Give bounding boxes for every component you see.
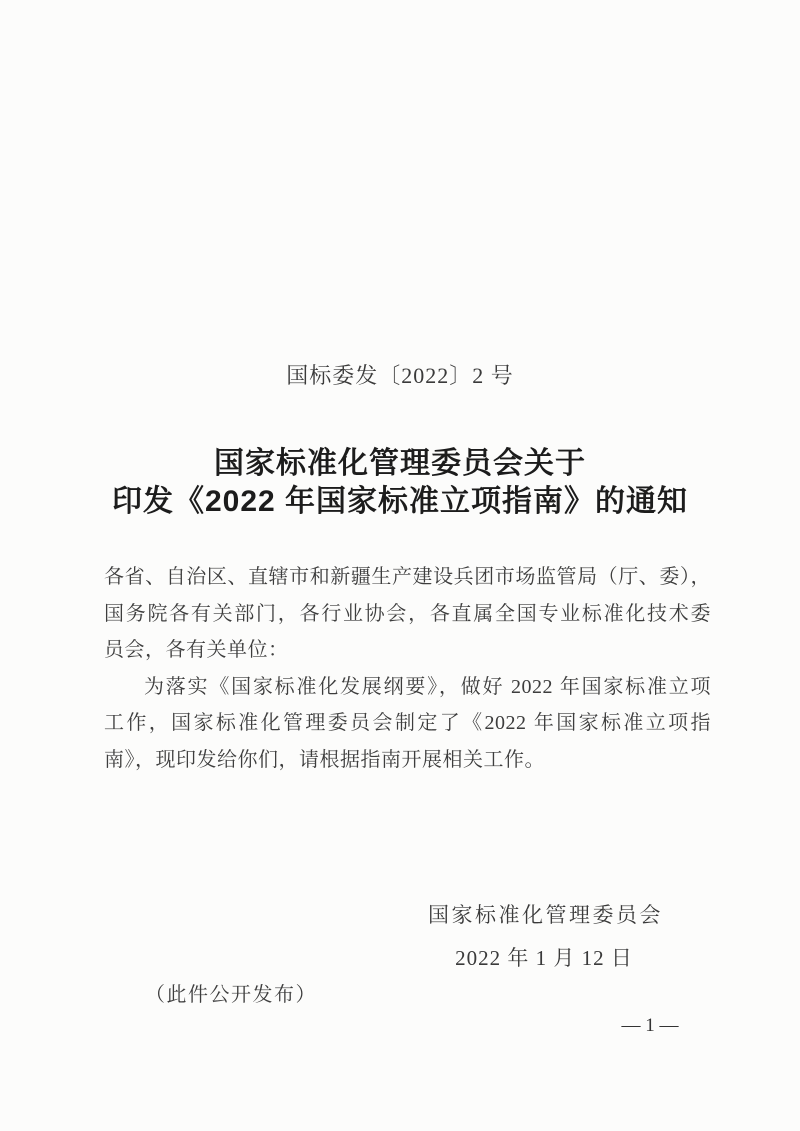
- page-number: — 1 —: [621, 1015, 679, 1036]
- title-line-1: 国家标准化管理委员会关于: [214, 447, 586, 480]
- signature-date: 2022 年 1 月 12 日: [455, 946, 633, 970]
- body-line: 各省、自治区、直辖市和新疆生产建设兵团市场监管局（厅、委），: [104, 566, 711, 588]
- body-line: 员会，各有关单位：: [104, 639, 289, 661]
- body-line: 工作，国家标准化管理委员会制定了《2022 年国家标准立项指: [104, 712, 711, 734]
- body-line: 南》，现印发给你们，请根据指南开展相关工作。: [104, 748, 545, 771]
- title-line-2: 印发《2022 年国家标准立项指南》的通知: [111, 485, 689, 518]
- public-release-note: （此件公开发布）: [145, 984, 317, 1006]
- document-body: [104, 559, 711, 778]
- document-title: [0, 445, 800, 521]
- body-line: 为落实《国家标准化发展纲要》，做好 2022 年国家标准立项: [144, 675, 711, 698]
- signature-organization: 国家标准化管理委员会: [428, 903, 663, 927]
- body-line: 国务院各有关部门，各行业协会，各直属全国专业标准化技术委: [104, 602, 711, 625]
- document-number: 国标委发〔2022〕2 号: [286, 363, 514, 388]
